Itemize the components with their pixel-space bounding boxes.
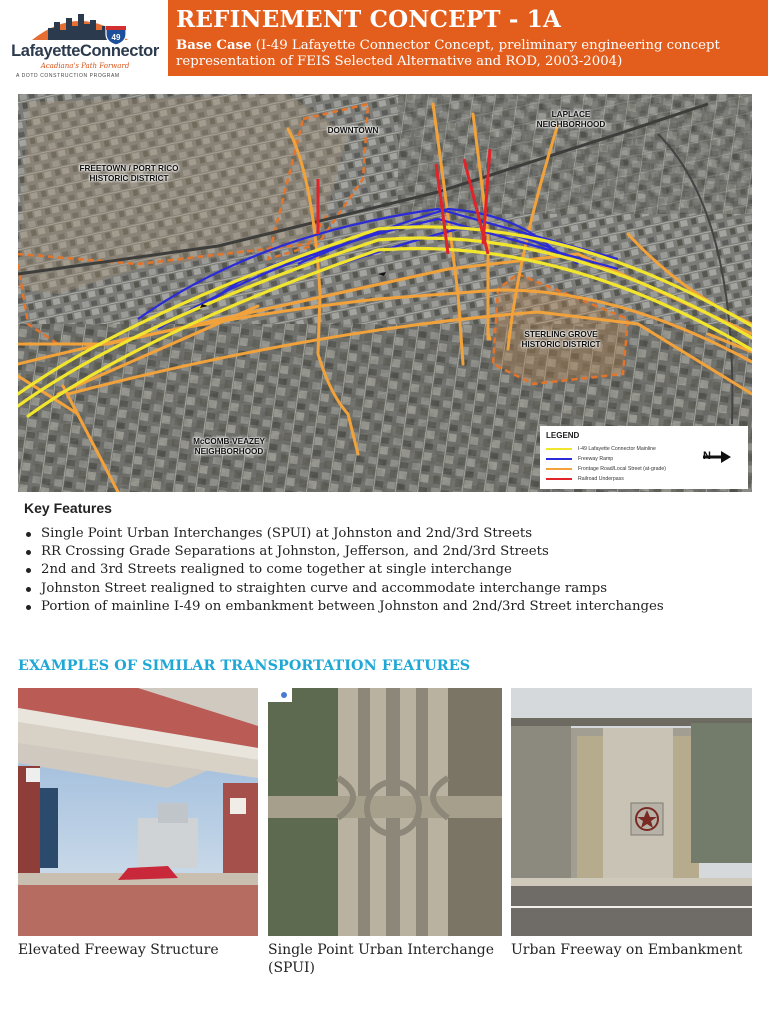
key-features-title: Key Features (24, 500, 112, 516)
caption-spui: Single Point Urban Interchange (SPUI) (268, 942, 494, 976)
subtitle-bold: Base Case (176, 38, 252, 53)
spui-aerial-image (268, 688, 502, 936)
embankment-image (511, 688, 752, 936)
legend-swatch (546, 448, 572, 451)
photo-embankment (511, 688, 752, 936)
legend-label: Railroad Underpass (578, 476, 624, 482)
photo-elevated-freeway (18, 688, 258, 936)
list-item: RR Crossing Grade Separations at Johnston, Jefferson, and 2nd/3rd Streets (24, 543, 754, 561)
label-sterling-grove: STERLING GROVE HISTORIC DISTRICT (521, 330, 601, 349)
concept-map (18, 94, 752, 492)
logo-tagline: Acadiana's Path Forward (40, 62, 130, 70)
legend-swatch (546, 458, 572, 461)
north-arrow (703, 450, 711, 462)
list-item: Johnston Street realigned to straighten curve and accommodate interchange ramps (24, 580, 754, 598)
key-features-list (24, 525, 754, 616)
list-item: 2nd and 3rd Streets realigned to come together at single interchange (24, 561, 754, 579)
label-mccomb-veazey: McCOMB-VEAZEY NEIGHBORHOOD (193, 437, 265, 456)
arrow-right-icon (703, 450, 731, 464)
logo-name: LafayetteConnector (11, 42, 159, 60)
elevated-freeway-image (18, 688, 258, 936)
label-laplace: LAPLACE NEIGHBORHOOD (536, 110, 606, 129)
subtitle-text: (I-49 Lafayette Connector Concept, preliminary engineering concept representation of FEIS Selected Alternative and ROD, 2003-2004) (176, 38, 720, 69)
legend-swatch (546, 468, 572, 471)
page-title: REFINEMENT CONCEPT - 1A (176, 6, 562, 33)
caption-elevated-freeway: Elevated Freeway Structure (18, 942, 219, 958)
map-legend (540, 426, 748, 489)
legend-item (546, 456, 613, 462)
legend-swatch (546, 478, 572, 481)
label-freetown: FREETOWN / PORT RICO HISTORIC DISTRICT (79, 164, 179, 183)
title-banner (168, 0, 768, 76)
legend-label: Freeway Ramp (578, 456, 614, 462)
page-subtitle (176, 38, 756, 70)
legend-label: Frontage Road/Local Street (at-grade) (578, 466, 666, 472)
examples-title: EXAMPLES OF SIMILAR TRANSPORTATION FEATURES (18, 658, 471, 674)
svg-text:49: 49 (111, 33, 121, 42)
legend-item (546, 446, 656, 452)
legend-label: I-49 Lafayette Connector Mainline (578, 446, 656, 452)
logo (0, 0, 166, 84)
list-item: Portion of mainline I-49 on embankment between Johnston and 2nd/3rd Street interchanges (24, 598, 754, 616)
logo-program: A DOTD CONSTRUCTION PROGRAM (16, 73, 120, 79)
list-item: Single Point Urban Interchanges (SPUI) at Johnston and 2nd/3rd Streets (24, 525, 754, 543)
legend-item (546, 476, 624, 482)
legend-title: LEGEND (546, 431, 580, 440)
caption-embankment: Urban Freeway on Embankment (511, 942, 743, 958)
photo-spui (268, 688, 502, 936)
legend-item (546, 466, 666, 472)
label-downtown: DOWNTOWN (327, 126, 379, 135)
